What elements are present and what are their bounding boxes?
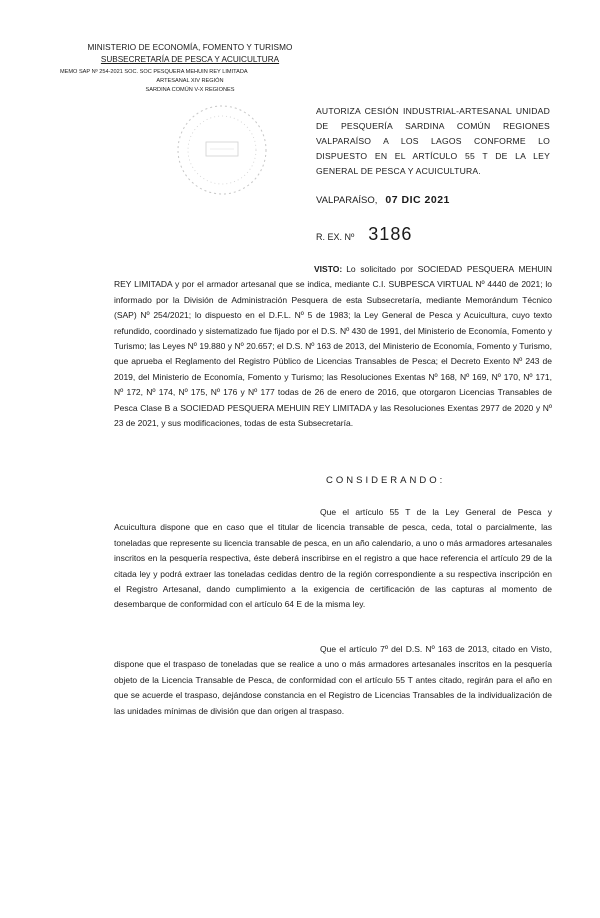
considerando-p1-text: Que el artículo 55 T de la Ley General de Pesca y Acuicultura dispone que en caso que el titular de licencia transable de pesca, ceda, total o parcialmente, las toneladas que represente su licencia transable de pesca, en un año calendario, a uno o más armadores artesanales inscritos en la pesquería respectiva, éste deberá inscribirse en el registro a que hace referencia el artículo 29 de la citada ley y podrá extraer las toneladas cedidas dentro de la región correspondiente a su respectiva inscripción en el Registro Artesanal, dando cumplimiento a la exigencia de certificación de las capturas al momento de desembarque de conformidad con el artículo 64 E de la misma ley. [114, 507, 552, 610]
resolution-number-line [316, 224, 412, 245]
considerando-paragraph-2 [114, 642, 552, 719]
date-stamp: 07 DIC 2021 [385, 194, 450, 206]
letterhead [60, 42, 320, 95]
reference-line-3: SARDINA COMÚN V-X REGIONES [145, 87, 235, 93]
official-seal-stamp [172, 100, 272, 200]
considerando-p2-text: Que el artículo 7º del D.S. Nº 163 de 2013, citado en Visto, dispone que el traspaso de toneladas que se realice a uno o más armadores artesanales inscritos en la pesquería objeto de la Licencia Transable de Pesca, de conformidad con el artículo 55 T antes citado, regirán para el año en que se acuerde el traspaso, dejándose constancia en el Registro de Licencias Transables de la individualización de las unidades mínimas de división que dan origen al traspaso. [114, 644, 552, 716]
resolution-number: 3186 [368, 224, 413, 244]
resolution-label: R. EX. Nº [316, 232, 355, 242]
dateline [316, 194, 450, 206]
memo-reference: MEMO SAP Nº 254-2021 SOC. SOC PESQUERA MEHUIN REY LIMITADA [60, 69, 248, 75]
date-place: VALPARAÍSO, [316, 195, 378, 206]
considerando-paragraph-1 [114, 505, 552, 613]
resolution-summary: AUTORIZA CESIÓN INDUSTRIAL-ARTESANAL UNIDAD DE PESQUERÍA SARDINA COMÚN REGIONES VALPARAÍSO A LOS LAGOS CONFORME LO DISPUESTO EN EL ARTÍCULO 55 T DE LA LEY GENERAL DE PESCA Y ACUICULTURA. [316, 106, 550, 176]
subsecretaria-name: SUBSECRETARÍA DE PESCA Y ACUICULTURA [100, 55, 280, 64]
visto-text: Lo solicitado por SOCIEDAD PESQUERA MEHUIN REY LIMITADA y por el armador artesanal que se indica, mediante C.I. SUBPESCA VIRTUAL Nº 4440 de 2021; lo informado por la División de Administración Pesquera de esta Subsecretaría, mediante Memorándum Técnico (SAP) Nº 254/2021; lo dispuesto en el D.F.L. Nº 5 de 1983; la Ley General de Pesca y Acuicultura, cuyo texto refundido, coordinado y sistematizado fue fijado por el D.S. Nº 430 de 1991, del Ministerio de Economía, Fomento y Turismo; las Leyes Nº 19.880 y Nº 20.657; el D.S. Nº 163 de 2013, del Ministerio de Economía, Fomento y Turismo, que aprueba el Reglamento del Registro Público de Licencias Transables de Pesca; el Decreto Exento Nº 243 de 2019, del Ministerio de Economía, Fomento y Turismo; las Resoluciones Exentas Nº 168, Nº 169, Nº 170, Nº 171, Nº 172, Nº 174, Nº 175, Nº 176 y Nº 177 todas de 26 de enero de 2016, que otorgaron Licencias Transables de Pesca Clase B a SOCIEDAD PESQUERA MEHUIN REY LIMITADA y las Resoluciones Exentas 2977 de 2020 y Nº 23 de 2021, y sus modificaciones, todas de esta Subsecretaría. [114, 264, 552, 429]
visto-label: VISTO: [314, 264, 343, 274]
ministry-name: MINISTERIO DE ECONOMÍA, FOMENTO Y TURISMO [87, 43, 293, 52]
considerando-heading: CONSIDERANDO: [326, 475, 446, 486]
visto-section [114, 262, 552, 431]
reference-line-2: ARTESANAL XIV REGIÓN [156, 78, 224, 84]
